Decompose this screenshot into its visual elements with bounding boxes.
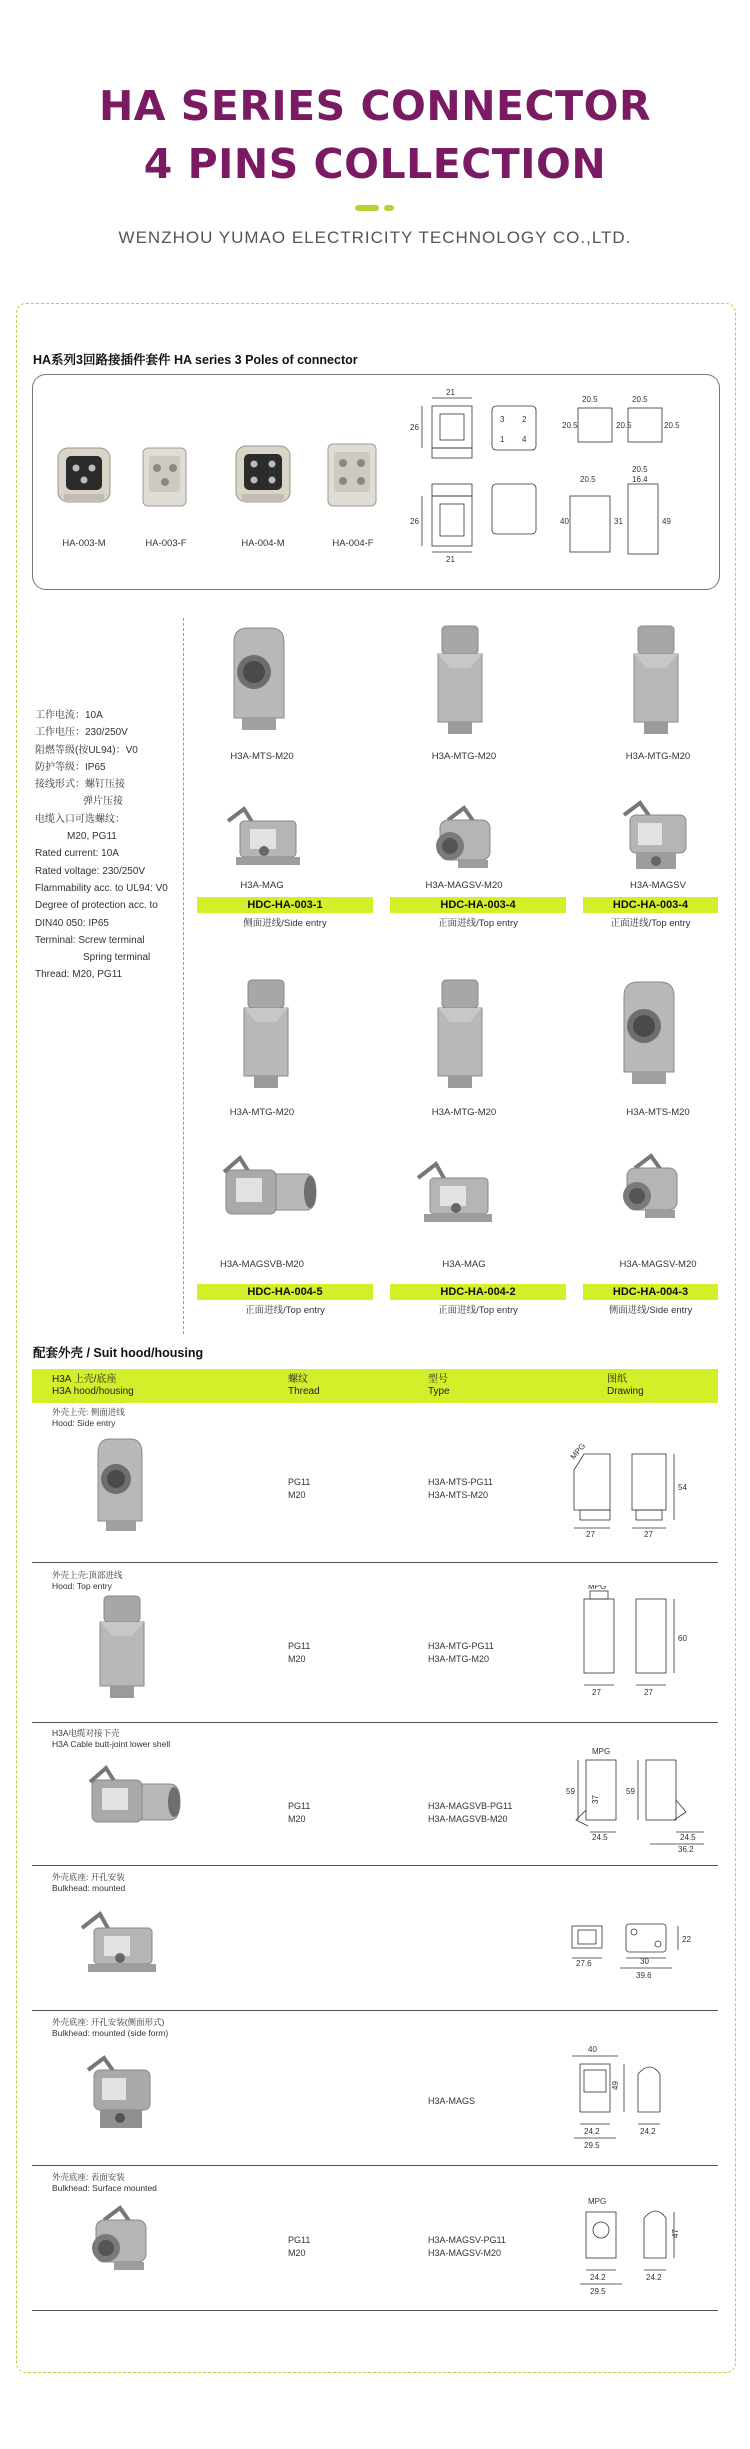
kit-code-bar: HDC-HA-003-1: [197, 897, 373, 913]
dim-label: 49: [662, 517, 671, 526]
spec-line: Degree of protection acc. to: [35, 900, 158, 912]
svg-text:27.6: 27.6: [576, 1959, 592, 1968]
svg-text:MPG: MPG: [588, 2197, 607, 2206]
insert-image-ha-003-f: [137, 440, 192, 510]
kit-part-name: H3A-MTG-M20: [229, 1107, 295, 1118]
kit-part-name: H3A-MAGSVB-M20: [220, 1259, 304, 1270]
company-subtitle: WENZHOU YUMAO ELECTRICITY TECHNOLOGY CO.,LTD.: [118, 228, 632, 247]
dim-label: 2: [522, 415, 527, 424]
kit-part-name: H3A-MTG-M20: [431, 751, 497, 762]
svg-text:47: 47: [671, 2229, 680, 2238]
kit-part-name: H3A-MTS-M20: [626, 1107, 690, 1118]
housing-surface-image: [76, 2048, 166, 2134]
hood-top-entry-image: [626, 622, 686, 738]
insert-image-ha-004-f: [322, 436, 382, 512]
svg-text:22: 22: [682, 1935, 691, 1944]
insert-label: HA-004-M: [241, 538, 285, 549]
dim-label: 31: [614, 517, 623, 526]
svg-text:24.5: 24.5: [592, 1833, 608, 1842]
row-drawing: [560, 2044, 710, 2154]
spec-line: 阻燃等级(按UL94)：V0: [35, 744, 138, 756]
housing-surface-image: [605, 1148, 695, 1228]
kit-entry-type: 正面进线/Top entry: [245, 1305, 325, 1316]
svg-text:36.2: 36.2: [678, 1845, 694, 1854]
svg-text:24.2: 24.2: [590, 2273, 606, 2282]
kit-entry-type: 正面进线/Top entry: [438, 918, 518, 929]
svg-text:MPG: MPG: [568, 1441, 588, 1462]
dim-label: 26: [410, 517, 419, 526]
spec-line: 工作电压：230/250V: [35, 727, 128, 739]
insert-dimension-drawing: [410, 384, 710, 584]
row-drawing: [566, 1740, 716, 1856]
row-type: H3A-MAGSVB-PG11 H3A-MAGSVB-M20: [428, 1801, 513, 1824]
row-divider: [32, 1722, 718, 1723]
spec-line: 防护等级：IP65: [35, 761, 106, 773]
row-caption: 外壳上壳:顶部进线 Hood: Top entry: [52, 1570, 123, 1591]
svg-text:59: 59: [626, 1787, 635, 1796]
dim-label: 20.5: [632, 395, 648, 404]
housing-butt-joint-image: [210, 1148, 320, 1228]
header-type-en: Type: [428, 1386, 450, 1397]
svg-text:39.6: 39.6: [636, 1971, 652, 1980]
row-divider: [32, 2310, 718, 2311]
svg-text:60: 60: [678, 1634, 687, 1643]
svg-text:49: 49: [611, 2081, 620, 2090]
dim-label: 21: [446, 555, 455, 564]
insert-image-ha-003-m: [54, 438, 114, 508]
row-type: H3A-MTG-PG11 H3A-MTG-M20: [428, 1641, 494, 1664]
dim-label: 20.5: [580, 475, 596, 484]
title-line-2: 4 PINS COLLECTION: [143, 140, 607, 188]
kit-part-name: H3A-MAGSV-M20: [425, 880, 503, 891]
row-divider: [32, 1562, 718, 1563]
spec-divider: [183, 618, 184, 1334]
svg-text:24.2: 24.2: [640, 2127, 656, 2136]
housing-surface-image: [612, 793, 698, 875]
spec-line: Rated current: 10A: [35, 848, 119, 860]
accent-bar: [355, 205, 379, 211]
hood-top-entry-image: [92, 1592, 152, 1702]
kit-entry-type: 侧面进线/Side entry: [243, 918, 327, 929]
housing-butt-joint-image: [76, 1760, 186, 1836]
row-caption: 外壳上壳: 侧面进线 Hood: Side entry: [52, 1407, 125, 1428]
svg-text:29.5: 29.5: [584, 2141, 600, 2150]
row-type: H3A-MAGSV-PG11 H3A-MAGSV-M20: [428, 2235, 506, 2258]
spec-line: 接线形式：螺钉压接: [35, 779, 125, 791]
row-drawing: [570, 1585, 710, 1703]
spec-line: 工作电流：10A: [35, 710, 103, 721]
insert-label: HA-003-M: [62, 538, 106, 549]
spec-line: Thread: M20, PG11: [35, 969, 123, 981]
spec-line: Rated voltage: 230/250V: [35, 865, 146, 877]
housing-surface-image: [74, 2200, 164, 2280]
header-drawing-cn: 图纸: [607, 1374, 627, 1385]
svg-text:54: 54: [678, 1483, 687, 1492]
kit-part-name: H3A-MAGSV-M20: [619, 1259, 697, 1270]
kit-code-bar: HDC-HA-004-2: [390, 1284, 566, 1300]
svg-text:MPG: MPG: [592, 1747, 611, 1756]
table-header: [32, 1369, 718, 1403]
kit-entry-type: 正面进线/Top entry: [610, 918, 691, 929]
hood-top-entry-image: [430, 976, 490, 1092]
hood-side-entry-image: [614, 976, 684, 1088]
insert-label: HA-004-F: [332, 538, 374, 549]
housing-mount-image: [222, 795, 308, 871]
row-caption: 外壳底座: 开孔安装 Bulkhead: mounted: [52, 1872, 126, 1893]
hood-top-entry-image: [430, 622, 490, 738]
row-caption: 外壳底座: 开孔安装(侧面形式) Bulkhead: mounted (side form): [52, 2017, 169, 2038]
spec-line: Flammability acc. to UL94: V0: [35, 882, 168, 894]
svg-text:24.2: 24.2: [646, 2273, 662, 2282]
header-thread-en: Thread: [288, 1386, 320, 1397]
housing-mount-image: [410, 1150, 500, 1230]
spec-line: 弹片压接: [83, 796, 123, 808]
dim-label: 20.5: [664, 421, 680, 430]
spec-line: Spring terminal: [83, 952, 151, 964]
dim-label: 40: [560, 517, 569, 526]
row-thread: PG11 M20: [288, 2235, 311, 2258]
dim-label: 26: [410, 423, 419, 432]
kit-part-name: H3A-MAGSV: [630, 880, 686, 891]
row-thread: PG11 M20: [288, 1641, 311, 1664]
kit-part-name: H3A-MAG: [442, 1259, 486, 1270]
insert-image-ha-004-m: [232, 436, 294, 508]
svg-text:37: 37: [591, 1795, 600, 1804]
row-drawing: [560, 1902, 710, 1982]
row-caption: H3A电缆对接下壳 H3A Cable butt-joint lower shell: [52, 1728, 171, 1749]
row-divider: [32, 2165, 718, 2166]
header-hood-cn: H3A 上壳/底座: [52, 1374, 117, 1385]
kit-entry-type: 侧面进线/Side entry: [608, 1305, 693, 1316]
kit-entry-type: 正面进线/Top entry: [438, 1305, 518, 1316]
dim-label: 4: [522, 435, 527, 444]
kit-part-name: H3A-MTG-M20: [431, 1107, 497, 1118]
spec-line: M20, PG11: [67, 831, 117, 843]
row-drawing: [566, 2190, 716, 2298]
hood-top-entry-image: [236, 976, 296, 1092]
svg-text:40: 40: [588, 2045, 597, 2054]
svg-text:MPG: MPG: [588, 1585, 607, 1591]
row-divider: [32, 2010, 718, 2011]
header-thread-cn: 螺纹: [288, 1374, 308, 1385]
row-caption: 外壳底座: 表面安装 Bulkhead: Surface mounted: [52, 2172, 157, 2193]
kit-code-bar: HDC-HA-003-4: [390, 897, 566, 913]
svg-text:59: 59: [566, 1787, 575, 1796]
row-thread: PG11 M20: [288, 1801, 311, 1824]
kit-part-name: H3A-MTS-M20: [230, 751, 294, 762]
title-line-1: HA SERIES CONNECTOR: [98, 82, 652, 130]
svg-text:27: 27: [644, 1530, 653, 1539]
kit-part-name: H3A-MAG: [240, 880, 284, 891]
kit-code-bar: HDC-HA-004-5: [197, 1284, 373, 1300]
spec-line: 电缆入口可选螺纹：: [35, 813, 125, 825]
svg-text:24.5: 24.5: [680, 1833, 696, 1842]
dim-label: 21: [446, 388, 455, 397]
spec-list: [35, 707, 168, 984]
svg-text:29.5: 29.5: [590, 2287, 606, 2296]
dim-label: 20.5: [582, 395, 598, 404]
kit-code-bar: HDC-HA-003-4: [583, 897, 718, 913]
row-drawing: [560, 1440, 700, 1540]
svg-text:27: 27: [644, 1688, 653, 1697]
header-drawing-en: Drawing: [607, 1386, 644, 1397]
dim-label: 1: [500, 435, 505, 444]
header-type-cn: 型号: [428, 1374, 448, 1385]
row-type: H3A-MAGS: [428, 2096, 476, 2106]
housing-mount-image: [74, 1900, 164, 1980]
dim-label: 20.5: [562, 421, 578, 430]
kit-code-bar: HDC-HA-004-3: [583, 1284, 718, 1300]
dim-label: 20.5: [632, 465, 648, 474]
dim-label: 16.4: [632, 475, 648, 484]
section-title-suit-hood: 配套外壳 / Suit hood/housing: [33, 1346, 204, 1360]
header-hood-en: H3A hood/housing: [52, 1386, 134, 1397]
section-title-poles: HA系列3回路接插件套件 HA series 3 Poles of connector: [33, 353, 358, 367]
hood-side-entry-image: [224, 622, 294, 734]
row-divider: [32, 1865, 718, 1866]
spec-line: Terminal: Screw terminal: [35, 934, 145, 946]
svg-text:27: 27: [592, 1688, 601, 1697]
dim-label: 3: [500, 415, 505, 424]
housing-surface-image: [418, 800, 508, 876]
svg-text:24.2: 24.2: [584, 2127, 600, 2136]
kit-part-name: H3A-MTG-M20: [625, 751, 691, 762]
svg-text:27: 27: [586, 1530, 595, 1539]
accent-dot: [384, 205, 394, 211]
dim-label: 20.5: [616, 421, 632, 430]
spec-line: DIN40 050: IP65: [35, 917, 109, 929]
svg-text:30: 30: [640, 1957, 649, 1966]
row-type: H3A-MTS-PG11 H3A-MTS-M20: [428, 1477, 493, 1500]
row-thread: PG11 M20: [288, 1477, 311, 1500]
insert-label: HA-003-F: [145, 538, 187, 549]
hood-side-entry-image: [90, 1435, 150, 1535]
